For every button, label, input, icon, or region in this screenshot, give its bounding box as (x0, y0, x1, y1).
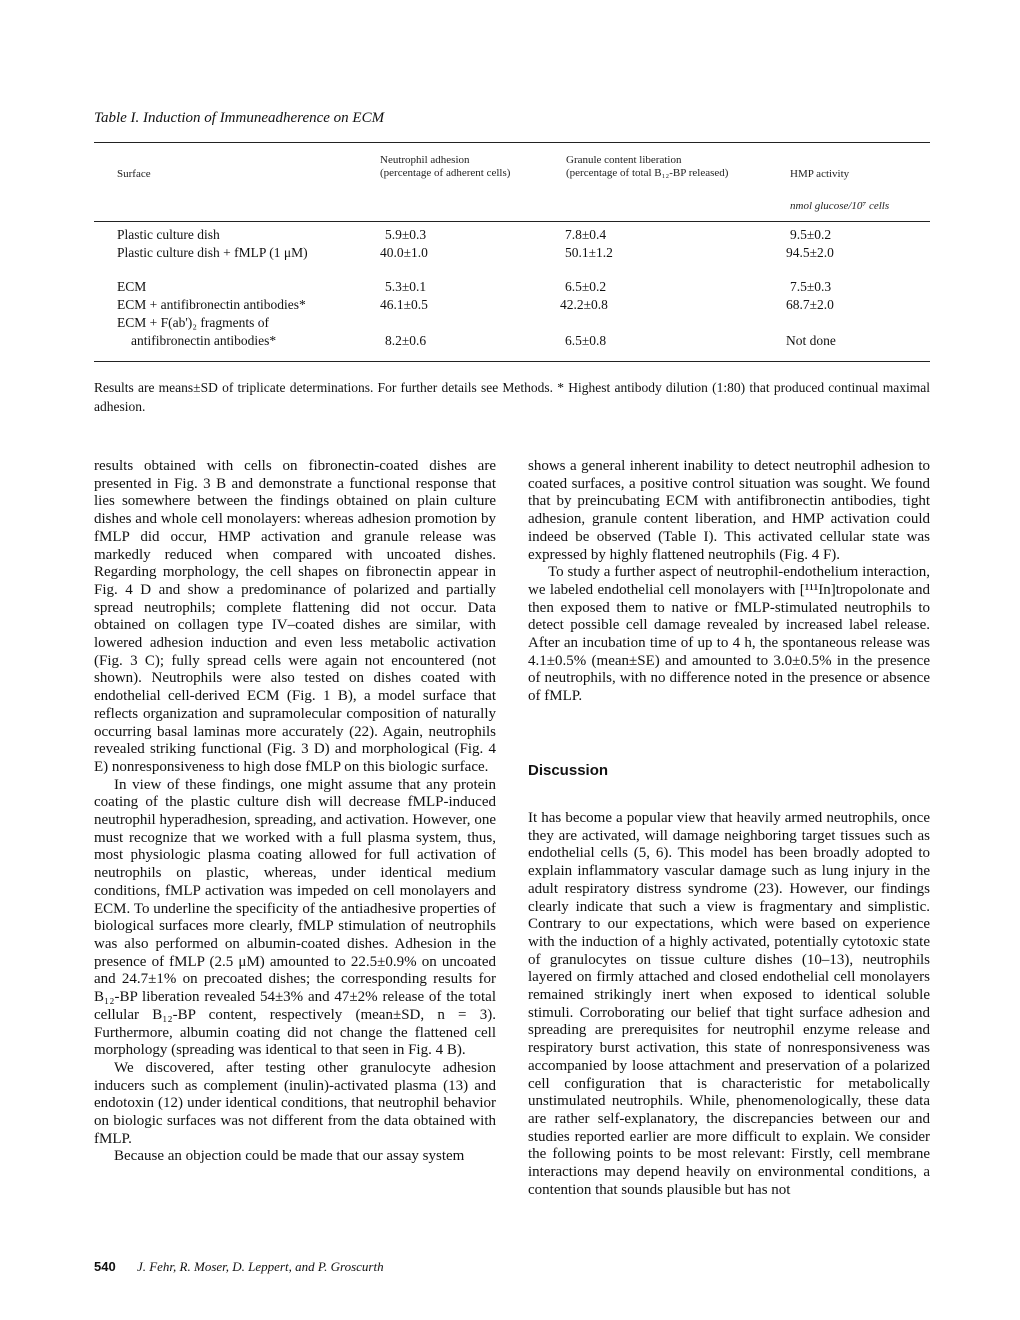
header-hmp: HMP activity (790, 168, 850, 180)
header-adhesion (380, 154, 510, 180)
row2-surface: Plastic culture dish + fMLP (1 μM) (117, 245, 308, 260)
row1-hmp: 9.5±0.2 (790, 227, 832, 242)
row1-surface: Plastic culture dish (117, 227, 220, 242)
running-authors: J. Fehr, R. Moser, D. Leppert, and P. Groscurth (136, 1259, 384, 1274)
row2-adhesion: 40.0±1.0 (380, 245, 428, 260)
right-column-top (528, 458, 930, 706)
table-footnote: Results are means±SD of triplicate determinations. For further details see Methods. * Highest antibody dilution (1:80) that produced continual maximal adhesion. (94, 380, 930, 414)
row3-hmp: 7.5±0.3 (790, 279, 832, 294)
header-granule-line1: Granule content liberation (566, 154, 682, 166)
row3-granule: 6.5±0.2 (565, 279, 607, 294)
header-granule (566, 154, 728, 180)
row1-adhesion: 5.9±0.3 (385, 227, 427, 242)
page-footer (94, 1259, 384, 1275)
left-column (94, 458, 496, 1166)
table-caption: Table I. Induction of Immuneadherence on ECM (94, 110, 385, 126)
paragraph: Because an objection could be made that our assay system (114, 1148, 465, 1165)
row2-granule: 50.1±1.2 (565, 245, 613, 260)
paragraph: We discovered, after testing other granulocyte adhesion inducers such as complement (inulin)-activated plasma (13) and endotoxin (12) under identical conditions, that neutrophil behavior on biologic surfaces was not different from the data obtained with fMLP. (94, 1059, 496, 1147)
row5-granule: 6.5±0.8 (565, 333, 607, 348)
paragraph: In view of these findings, one might assume that any protein coating of the plastic culture dish will decrease fMLP-induced neutrophil hyperadhesion, spreading, and activation. However, one must recognize that we worked with a full plasma system, thus, most physiologic plasma coating allowed for full activation of neutrophils on plastic, whereas, under identical medium conditions, fMLP activation was impeded on cell monolayers and ECM. To underline the specificity of the antiadhesive properties of biological surfaces more clearly, fMLP stimulation of neutrophils was also performed on albumin-coated dishes. Adhesion in the presence of fMLP (2.5 μM) amounted to 22.5±0.9% on uncoated and 24.7±1% on precoated dishes; the corresponding results for B₁₂-BP liberation revealed 54±3% and 47±2% release of the total cellular B₁₂-BP content, respectively (mean±SD, n = 3). Furthermore, albumin coating did not change the flattened cell morphology (spreading was identical to that seen in Fig. 4 B). (94, 776, 496, 1059)
header-granule-line2: (percentage of total B₁₂-BP released) (566, 167, 729, 179)
row5-surface-line2: antifibronectin antibodies* (131, 333, 277, 348)
row4-adhesion: 46.1±0.5 (380, 297, 428, 312)
right-column-bottom (528, 810, 930, 1199)
row2-hmp: 94.5±2.0 (786, 245, 834, 260)
paragraph: results obtained with cells on fibronectin-coated dishes are presented in Fig. 3 B and demonstrate a functional response that lies somewhere between the findings obtained on plain culture dishes and whole cell monolayers: whereas adhesion promotion by fMLP did occur, HMP activation and granule release was markedly reduced when compared with uncoated dishes. Regarding morphology, the cell shapes on fibronectin appear in Fig. 4 D and show a predominance of polarized and partially spread neutrophils; complete flattening did not occur. Data obtained on collagen type IV–coated dishes are similar, with lowered adhesion induction and even less metabolic activation (Fig. 3 C); fully spread cells were again not encountered (not shown). Neutrophils were also tested on dishes coated with endothelial cell-derived ECM (Fig. 1 B), a model surface that reflects organization and supramolecular composition of naturally occurring basal laminas more accurately (22). Again, neutrophils revealed striking functional (Fig. 3 D) and morphological (Fig. 4 E) nonresponsiveness to high dose fMLP on this biologic surface. (94, 458, 496, 775)
table-top-rule (94, 142, 930, 143)
table-header-rule (94, 221, 930, 222)
paragraph: It has become a popular view that heavily armed neutrophils, once they are activated, will damage neighboring target tissues such as endothelial cells (5, 6). This model has been broadly adopted to explain inflammatory vascular damage such as lung injury in the adult respiratory distress syndrome (23). However, our findings clearly indicate that such a view is fragmentary and simplistic. Contrary to our expectations, which were based on experience with the induction of a highly activated, potentially cytotoxic state of granulocytes on tissue culture dishes (10–13), neutrophils layered on firmly attached and closed endothelial cell monolayers remained strikingly inert when exposed to identical soluble stimuli. Corroborating our belief that tight surface adhesion and spreading are prerequisites for neutrophil enzyme release and respiratory burst activation, this state of nonresponsiveness was accompanied by loose attachment and preservation of a polarized cell configuration that is characteristic for metabolically unstimulated neutrophils. While, phenomenologically, these data are rather self-explanatory, the discrepancies between our and studies reported earlier are more difficult to explain. We consider the following points to be most relevant: Firstly, cell membrane interactions may depend heavily on environmental conditions, a contention that sounds plausible but has not (528, 810, 930, 1198)
row1-granule: 7.8±0.4 (565, 227, 607, 242)
paragraph: shows a general inherent inability to detect neutrophil adhesion to coated surfaces, a positive control situation was sought. We found that by preincubating ECM with antifibronectin antibodies, tight adhesion, granule content liberation, and HMP activation could indeed be observed (Table I). This activated cellular state was expressed by highly flattened neutrophils (Fig. 4 F). (528, 458, 930, 563)
row4-hmp: 68.7±2.0 (786, 297, 834, 312)
header-surface: Surface (117, 168, 151, 180)
row5-hmp: Not done (786, 333, 836, 348)
row4-granule: 42.2±0.8 (560, 297, 608, 312)
row3-surface: ECM (117, 279, 147, 294)
table-bottom-rule (94, 361, 930, 362)
row5-adhesion: 8.2±0.6 (385, 333, 427, 348)
header-adhesion-line1: Neutrophil adhesion (380, 154, 470, 166)
paragraph: To study a further aspect of neutrophil-endothelium interaction, we labeled endothelial cell monolayers with [¹¹¹In]tropolonate and then exposed them to native or fMLP-stimulated neutrophils to detect possible cell damage revealed by increased label release. After an incubation time of up to 4 h, the spontaneous release was 4.1±0.5% (mean±SE) and amounted to 3.0±0.5% in the presence of neutrophils, with no difference noted in the presence or absence of fMLP. (528, 564, 930, 705)
row4-surface: ECM + antifibronectin antibodies* (117, 297, 306, 312)
page-number: 540 (94, 1259, 116, 1274)
header-hmp-unit: nmol glucose/10⁷ cells (790, 200, 890, 212)
row3-adhesion: 5.3±0.1 (385, 279, 427, 294)
header-adhesion-line2: (percentage of adherent cells) (380, 167, 511, 179)
row5-surface: ECM + F(ab')₂ fragments of (117, 315, 269, 330)
section-heading-discussion: Discussion (528, 762, 609, 779)
